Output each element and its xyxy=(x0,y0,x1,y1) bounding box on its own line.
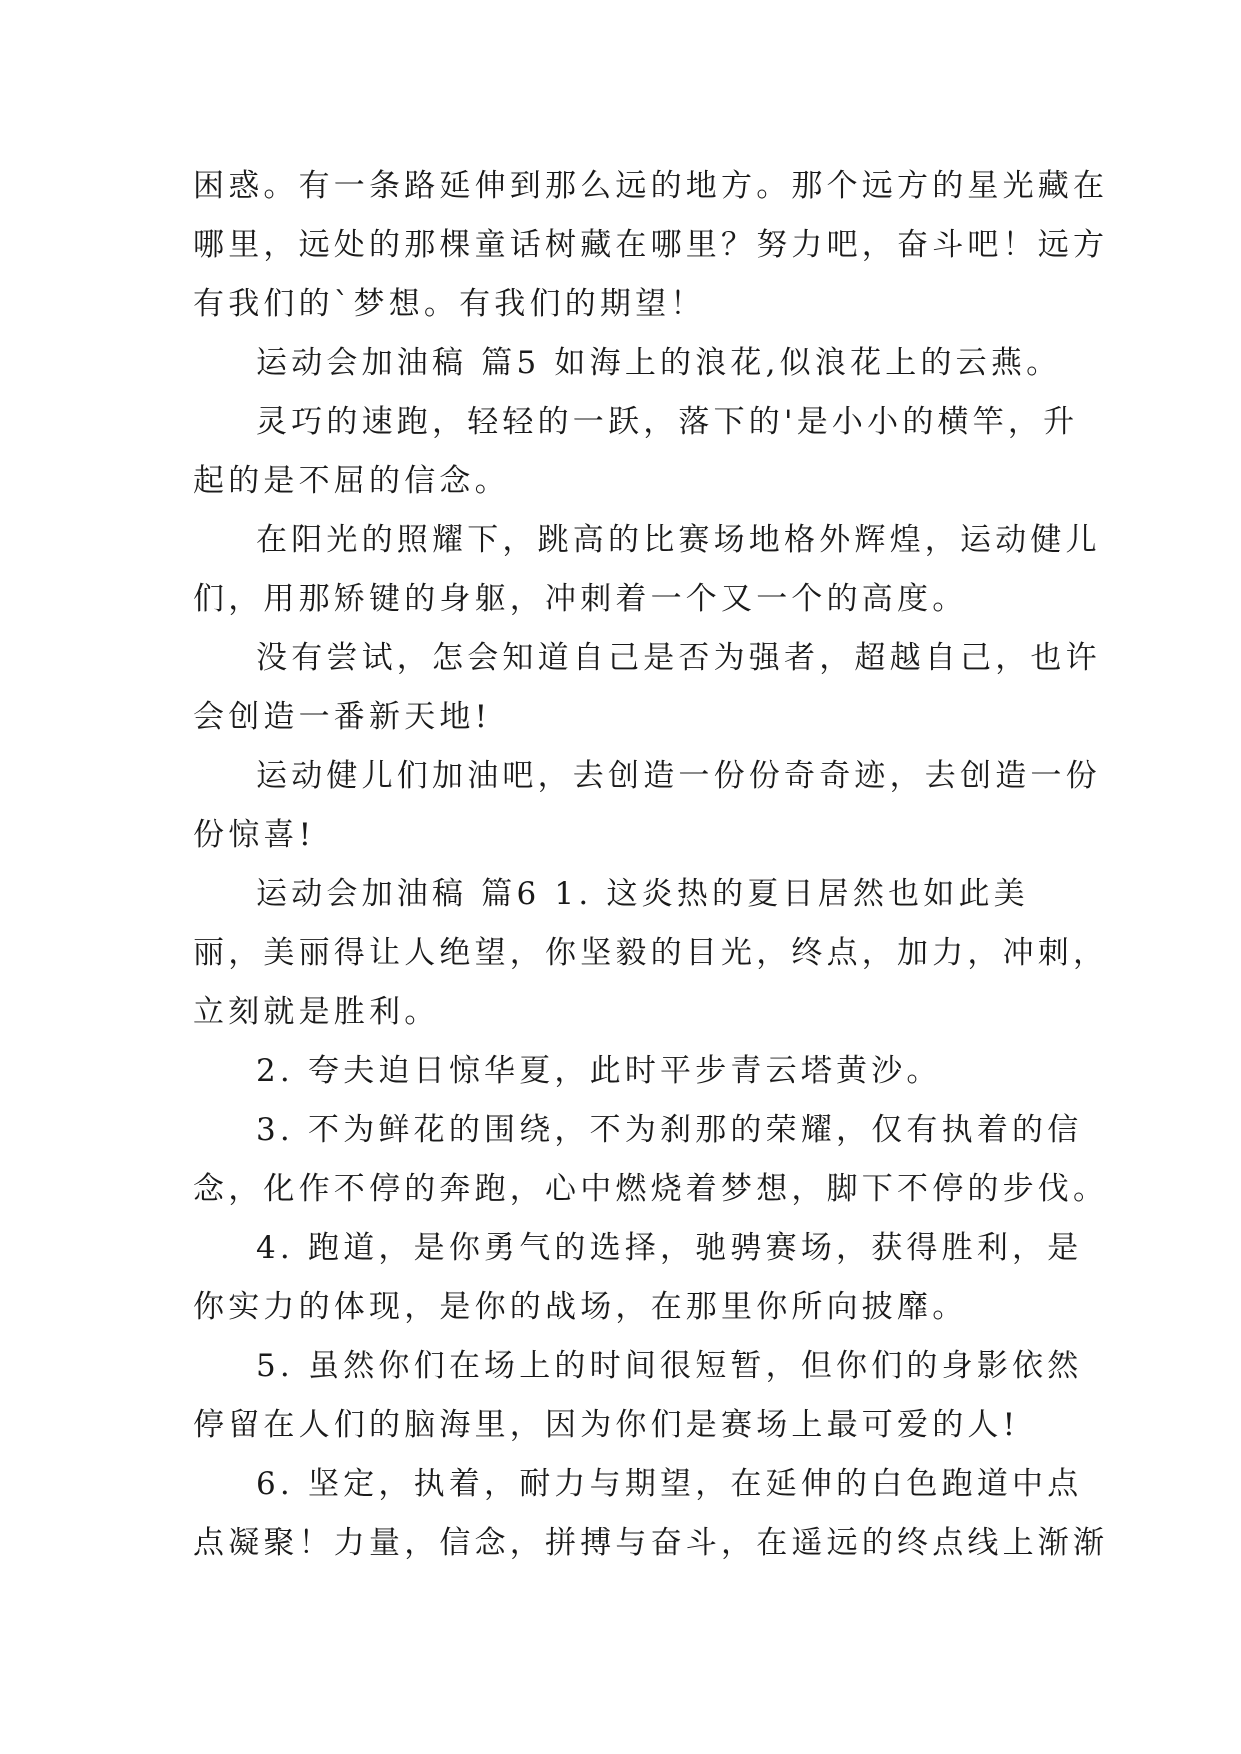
text-line: 5. 虽然你们在场上的时间很短暂，但你们的身影依然 xyxy=(256,1348,1083,1384)
text-line: 3. 不为鲜花的围绕，不为刹那的荣耀，仅有执着的信 xyxy=(256,1112,1083,1148)
section-heading-line: 运动会加油稿 篇5 如海上的浪花,似浪花上的云燕。 xyxy=(256,345,1062,381)
text-line: 4. 跑道，是你勇气的选择，驰骋赛场，获得胜利，是 xyxy=(256,1230,1083,1266)
text-line: 立刻就是胜利。 xyxy=(193,994,440,1030)
text-line: 们，用那矫键的身躯，冲刺着一个又一个的高度。 xyxy=(193,581,968,617)
text-line: 丽，美丽得让人绝望，你坚毅的目光，终点，加力，冲刺， xyxy=(193,935,1109,971)
text-line: 6. 坚定，执着，耐力与期望，在延伸的白色跑道中点 xyxy=(256,1466,1083,1502)
text-line: 运动健儿们加油吧，去创造一份份奇奇迹，去创造一份 xyxy=(256,758,1101,794)
text-line: 哪里，远处的那棵童话树藏在哪里？努力吧，奋斗吧！远方 xyxy=(193,227,1109,263)
text-line: 份惊喜! xyxy=(193,817,316,853)
text-line: 灵巧的速跑，轻轻的一跃，落下的'是小小的横竿，升 xyxy=(256,404,1079,440)
text-line: 起的是不屈的信念。 xyxy=(193,463,510,499)
text-line: 没有尝试，怎会知道自己是否为强者，超越自己，也许 xyxy=(256,640,1101,676)
text-line: 念，化作不停的奔跑，心中燃烧着梦想，脚下不停的步伐。 xyxy=(193,1171,1109,1207)
text-line: 点凝聚！力量，信念，拼搏与奋斗，在遥远的终点线上渐渐 xyxy=(193,1525,1109,1561)
text-line: 在阳光的照耀下，跳高的比赛场地格外辉煌，运动健儿 xyxy=(256,522,1101,558)
text-line: 停留在人们的脑海里，因为你们是赛场上最可爱的人! xyxy=(193,1407,1020,1443)
text-line: 会创造一番新天地! xyxy=(193,699,492,735)
section-heading-line: 运动会加油稿 篇6 1. 这炎热的夏日居然也如此美 xyxy=(256,876,1029,912)
text-line: 2. 夸夫迫日惊华夏，此时平步青云塔黄沙。 xyxy=(256,1053,942,1089)
text-line: 困惑。有一条路延伸到那么远的地方。那个远方的星光藏在 xyxy=(193,168,1109,204)
text-line: 有我们的`梦想。有我们的期望！ xyxy=(193,286,706,322)
text-line: 你实力的体现，是你的战场，在那里你所向披靡。 xyxy=(193,1289,968,1325)
